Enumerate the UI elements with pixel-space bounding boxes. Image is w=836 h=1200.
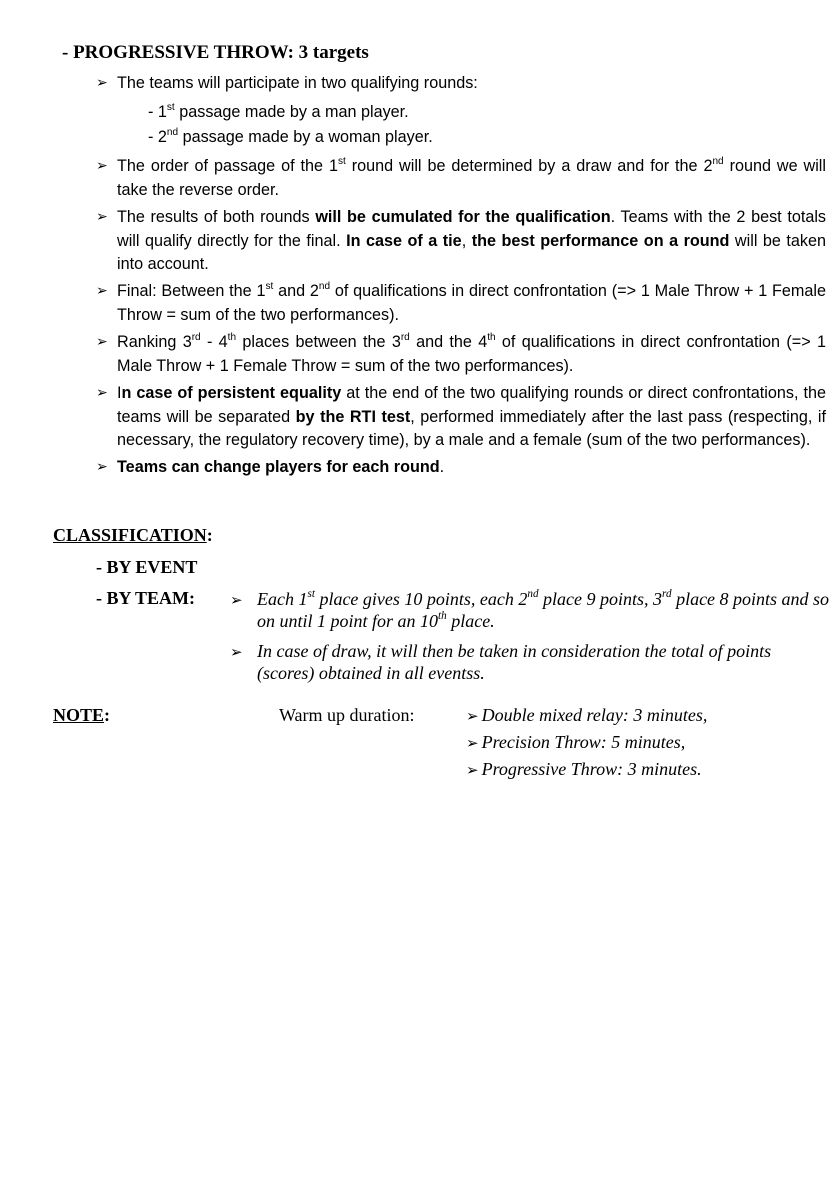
bullet-text: Final: Between the 1st and 2nd of qualifications in direct confrontation (=> 1 Male Throw + 1 Female Throw = sum of the two performances). xyxy=(117,280,827,324)
section-heading-progressive-throw: - PROGRESSIVE THROW: 3 targets xyxy=(62,42,369,63)
bullet-text: In case of persistent equality at the end of the two qualifying rounds or direct confrontations, the teams will be separated by the RTI test, performed immediately after the last pass (respecting, if necessary, the regulatory recovery time), by a male and a female (sum of the two performances). xyxy=(117,384,827,449)
arrow-bullet-icon: ➢ xyxy=(230,591,243,609)
sub-item: - 2nd passage made by a woman player. xyxy=(148,126,433,146)
warm-up-label: Warm up duration: xyxy=(279,705,415,725)
arrow-bullet-icon: ➢ xyxy=(96,459,108,475)
bullet-item xyxy=(96,456,826,480)
by-event-label: - BY EVENT xyxy=(96,557,198,577)
bullet-item xyxy=(96,206,826,277)
arrow-bullet-icon: ➢ xyxy=(230,643,243,661)
bullet-text: The results of both rounds will be cumulated for the qualification. Teams with the 2 best totals will qualify directly for the final. In case of a tie, the best performance on a round will be taken into account. xyxy=(117,208,827,273)
bullet-item xyxy=(96,331,826,378)
ordinal-suffix: st xyxy=(166,101,175,113)
team-rule-item xyxy=(230,640,830,684)
arrow-bullet-icon: ➢ xyxy=(96,283,108,299)
arrow-bullet-icon: ➢ xyxy=(466,734,479,752)
warm-up-item xyxy=(466,705,707,726)
arrow-bullet-icon: ➢ xyxy=(96,158,108,174)
classification-heading: CLASSIFICATION: xyxy=(53,525,213,545)
bullet-item xyxy=(96,155,826,202)
arrow-bullet-icon: ➢ xyxy=(96,334,108,350)
sub-item-text: passage made by a man player. xyxy=(174,103,409,121)
bullet-item xyxy=(96,72,826,96)
bullet-text: The teams will participate in two qualifying rounds: xyxy=(117,74,478,92)
bullet-item xyxy=(96,280,826,327)
by-team-label: - BY TEAM: xyxy=(96,588,195,608)
team-rule-text: In case of draw, it will then be taken in consideration the total of points (scores) obtained in all eventss. xyxy=(257,641,772,683)
warm-up-item-text: Double mixed relay: 3 minutes, xyxy=(481,705,708,725)
bullet-text: Teams can change players for each round. xyxy=(117,458,445,476)
warm-up-item-text: Progressive Throw: 3 minutes. xyxy=(481,759,702,779)
arrow-bullet-icon: ➢ xyxy=(466,707,479,725)
arrow-bullet-icon: ➢ xyxy=(96,385,108,401)
team-rule-item xyxy=(230,588,830,632)
sub-item-text: passage made by a woman player. xyxy=(178,128,433,146)
bullet-item xyxy=(96,382,826,453)
warm-up-item-text: Precision Throw: 5 minutes, xyxy=(481,732,686,752)
arrow-bullet-icon: ➢ xyxy=(466,761,479,779)
arrow-bullet-icon: ➢ xyxy=(96,209,108,225)
bullet-text: The order of passage of the 1st round will be determined by a draw and for the 2nd round we will take the reverse order. xyxy=(117,155,827,199)
arrow-bullet-icon: ➢ xyxy=(96,75,108,91)
team-rule-text: Each 1st place gives 10 points, each 2nd place 9 points, 3rd place 8 points and so on until 1 point for an 10th place. xyxy=(257,588,830,631)
ordinal-number: 2 xyxy=(157,128,167,146)
warm-up-item xyxy=(466,732,685,753)
warm-up-item xyxy=(466,759,702,780)
ordinal-suffix: nd xyxy=(166,126,179,138)
ordinal-number: 1 xyxy=(157,103,167,121)
note-heading: NOTE: xyxy=(53,705,111,725)
bullet-text: Ranking 3rd - 4th places between the 3rd and the 4th of qualifications in direct confrontation (=> 1 Male Throw + 1 Female Throw = sum of the two performances). xyxy=(117,331,826,375)
sub-item: - 1st passage made by a man player. xyxy=(148,101,409,121)
